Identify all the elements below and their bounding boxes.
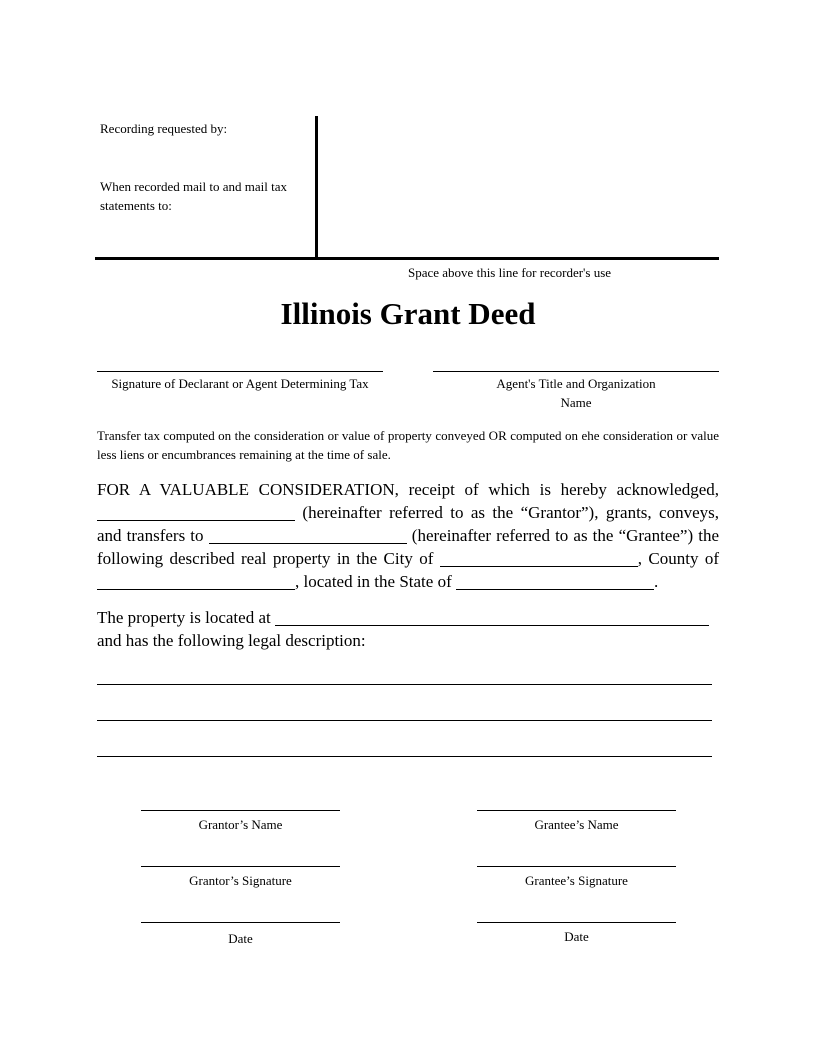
grantee-name-line[interactable] <box>477 810 676 811</box>
grantee-signature-line[interactable] <box>477 866 676 867</box>
property-address-blank[interactable] <box>275 608 709 626</box>
consideration-text-5: , located in the State of <box>295 572 452 591</box>
declarant-signature-label: Signature of Declarant or Agent Determining Tax <box>111 376 369 391</box>
county-blank[interactable] <box>97 572 295 590</box>
grantor-signature-line[interactable] <box>141 866 340 867</box>
legal-description-line-1[interactable] <box>97 684 712 685</box>
grantor-name-label: Grantor’s Name <box>198 817 283 832</box>
consideration-paragraph <box>97 478 719 593</box>
grantee-date-line[interactable] <box>477 922 676 923</box>
consideration-text-2: (hereinafter referred to as the “Grantor”), grants, conveys, and transfers to <box>97 503 720 545</box>
legal-description-line-3[interactable] <box>97 756 712 757</box>
transfer-tax-paragraph: Transfer tax computed on the consideration or value of property conveyed OR computed on ehe consideration or value less liens or encumbrances remaining at the time of sale. <box>97 428 719 462</box>
recorder-divider-line <box>95 257 719 260</box>
property-located-line <box>97 606 719 629</box>
grantee-blank[interactable] <box>209 526 407 544</box>
grantor-date-line[interactable] <box>141 922 340 923</box>
consideration-text-4: , County of <box>637 549 720 568</box>
property-located-label: The property is located at <box>97 608 271 627</box>
agent-title-label: Agent's Title and Organization Name <box>496 376 656 410</box>
consideration-text-6: . <box>653 572 659 591</box>
grantor-signature-label: Grantor’s Signature <box>189 873 292 888</box>
recorder-space-note: Space above this line for recorder's use <box>408 265 612 280</box>
grantee-name-label: Grantee’s Name <box>534 817 619 832</box>
city-blank[interactable] <box>440 549 638 567</box>
grantor-name-line[interactable] <box>141 810 340 811</box>
header-vertical-divider <box>315 116 318 259</box>
state-blank[interactable] <box>456 572 654 590</box>
grantee-date-label: Date <box>564 929 589 944</box>
legal-description-label: and has the following legal description: <box>97 631 366 650</box>
consideration-text-1: FOR A VALUABLE CONSIDERATION, receipt of which is hereby acknowledged, <box>97 480 719 499</box>
recording-requested-label: Recording requested by: <box>100 121 228 136</box>
grantor-blank[interactable] <box>97 503 295 521</box>
document-title: Illinois Grant Deed <box>280 296 536 331</box>
declarant-signature-line[interactable] <box>97 371 383 372</box>
consideration-text-3: (hereinafter referred to as the “Grantee”) the following described real property in the City of <box>97 526 719 568</box>
grantor-date-label: Date <box>228 931 253 946</box>
agent-title-line[interactable] <box>433 371 719 372</box>
legal-description-line-2[interactable] <box>97 720 712 721</box>
mail-to-label: When recorded mail to and mail tax statements to: <box>100 179 287 213</box>
grantee-signature-label: Grantee’s Signature <box>525 873 628 888</box>
